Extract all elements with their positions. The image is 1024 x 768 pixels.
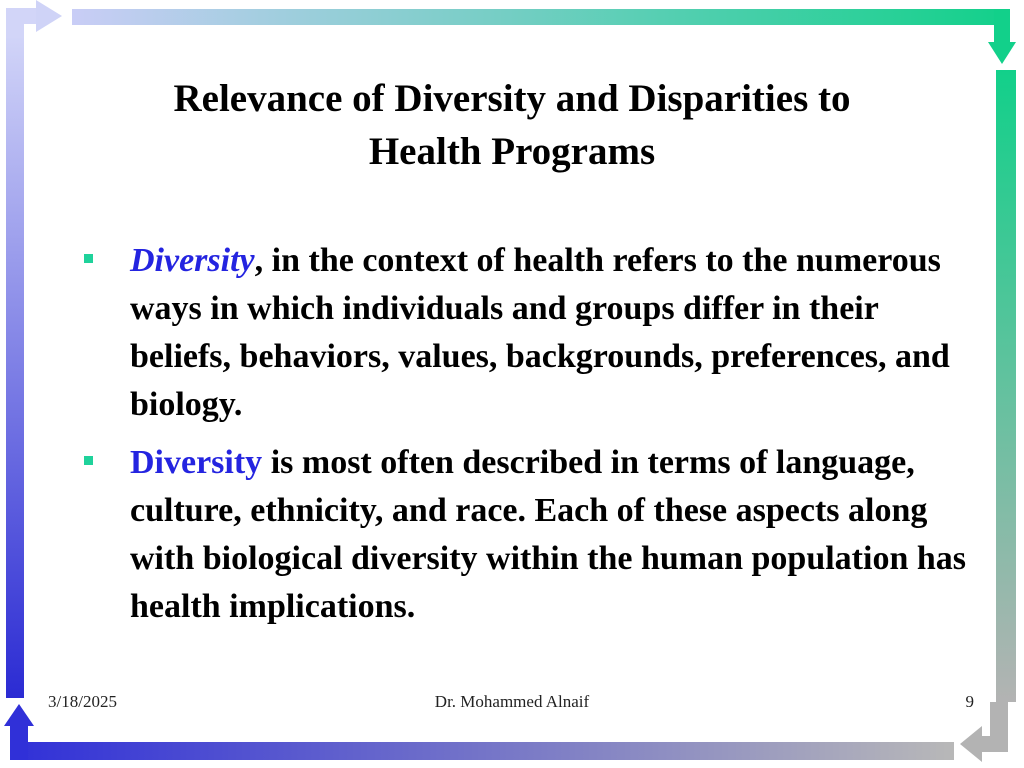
bullet-item	[78, 439, 968, 631]
square-bullet-icon	[84, 254, 93, 263]
frame-left-bar	[6, 34, 24, 698]
arrow-right-icon	[36, 0, 62, 32]
footer-author: Dr. Mohammed Alnaif	[434, 692, 590, 711]
arrow-down-icon	[988, 42, 1016, 64]
arrow-left-icon	[960, 726, 982, 762]
title-line-1: Relevance of Diversity and Disparities to	[173, 77, 851, 120]
bullet-term: Diversity	[130, 242, 255, 279]
bullet-term: Diversity	[130, 444, 263, 481]
bullet-body: is most often described in terms of language, culture, ethnicity, and race. Each of these aspects along with biological diversity within the human population has health implications.	[130, 444, 967, 625]
bullet-body: , in the context of health refers to the numerous ways in which individuals and groups differ in their beliefs, behaviors, values, backgrounds, preferences, and biology.	[130, 242, 950, 423]
bullet-text	[130, 439, 968, 631]
footer-date: 3/18/2025	[48, 692, 117, 711]
bullet-item	[78, 237, 968, 429]
footer-page-number: 9	[965, 692, 974, 711]
bullet-text	[130, 237, 968, 429]
frame-bottom-bar	[10, 742, 954, 760]
slide-title	[60, 72, 964, 178]
square-bullet-icon	[84, 456, 93, 465]
frame-right-bar	[996, 70, 1016, 702]
bullet-list	[78, 237, 968, 641]
frame-top-bar	[72, 9, 1010, 25]
title-line-2: Health Programs	[368, 130, 656, 173]
